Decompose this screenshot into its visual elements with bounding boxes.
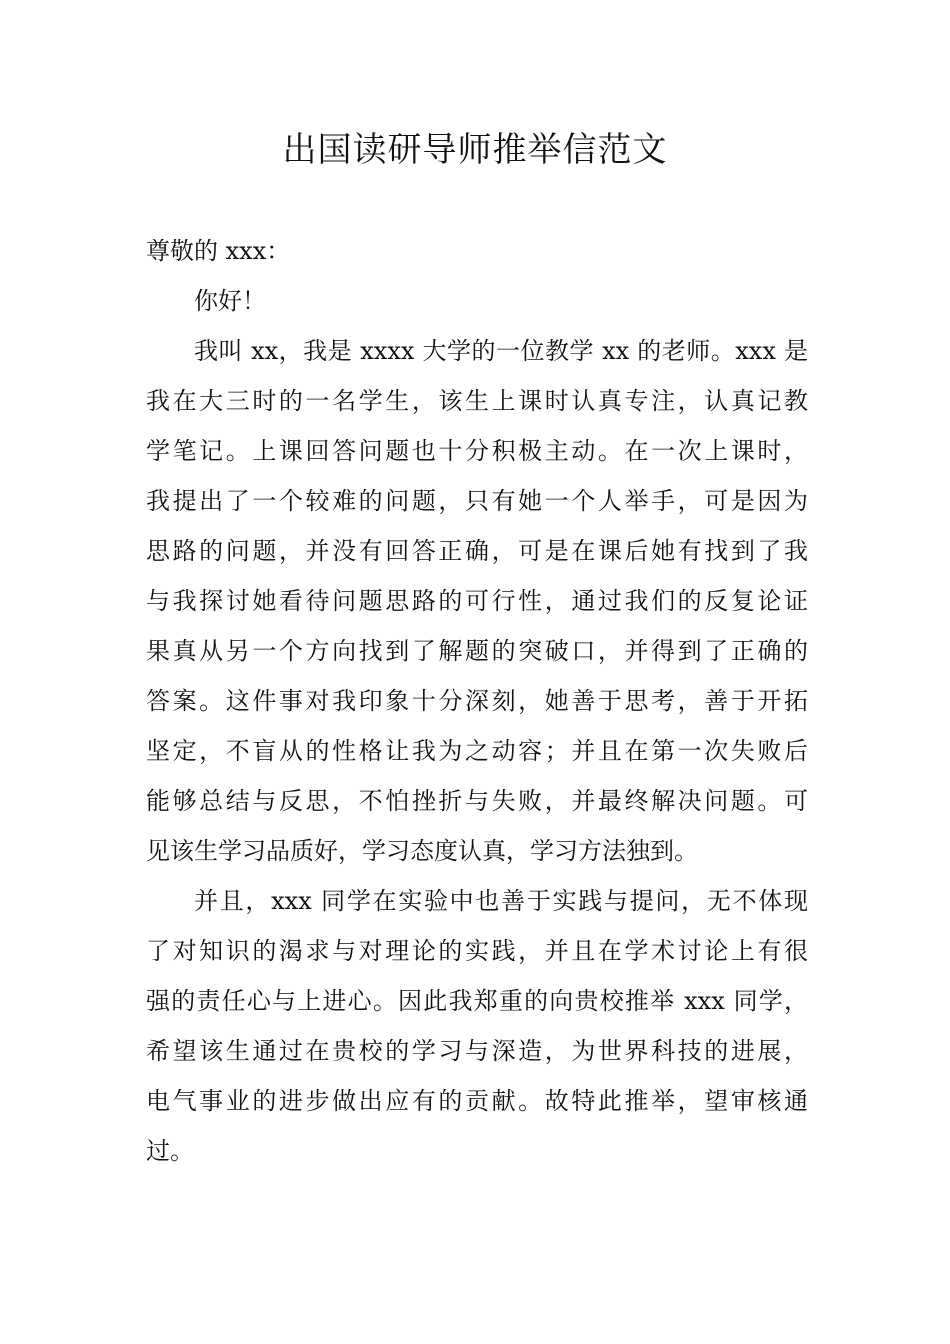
paragraph-line: 果真从另一个方向找到了解题的突破口，并得到了正确的: [146, 637, 808, 665]
paragraph-line: 坚定，不盲从的性格让我为之动容；并且在第一次失败后: [146, 737, 808, 765]
paragraph-line: 与我探讨她看待问题思路的可行性，通过我们的反复论证: [146, 587, 808, 615]
paragraph-line: 思路的问题，并没有回答正确，可是在课后她有找到了我: [146, 537, 808, 565]
paragraph-1: [146, 326, 808, 876]
paragraph-line: 学笔记。上课回答问题也十分积极主动。在一次上课时，: [146, 437, 808, 465]
document-title: 出国读研导师推举信范文: [282, 130, 668, 170]
paragraph-line: 电气事业的进步做出应有的贡献。故特此推举，望审核通: [146, 1087, 808, 1115]
paragraph-2: [146, 876, 808, 1176]
paragraph-line: 并且，xxx 同学在实验中也善于实践与提问，无不体现: [194, 887, 808, 915]
paragraph-line: 我在大三时的一名学生，该生上课时认真专注，认真记教: [146, 387, 808, 415]
paragraph-line: 答案。这件事对我印象十分深刻，她善于思考，善于开拓: [146, 687, 808, 715]
paragraph-line: 能够总结与反思，不怕挫折与失败，并最终解决问题。可: [146, 787, 808, 815]
paragraph-line: 我叫 xx，我是 xxxx 大学的一位教学 xx 的老师。xxx 是: [194, 337, 808, 365]
paragraph-line: 见该生学习品质好，学习态度认真，学习方法独到。: [146, 837, 698, 865]
paragraph-line: 我提出了一个较难的问题，只有她一个人举手，可是因为: [146, 487, 808, 515]
paragraph-line: 强的责任心与上进心。因此我郑重的向贵校推举 xxx 同学，: [146, 987, 808, 1015]
paragraph-line: 过。: [146, 1137, 194, 1165]
paragraph-line: 了对知识的渴求与对理论的实践，并且在学术讨论上有很: [146, 937, 808, 965]
salutation: 尊敬的 xxx：: [146, 237, 291, 265]
letter-body: [146, 226, 808, 1176]
greeting: 你好！: [194, 287, 266, 315]
paragraph-line: 希望该生通过在贵校的学习与深造，为世界科技的进展，: [146, 1037, 808, 1065]
